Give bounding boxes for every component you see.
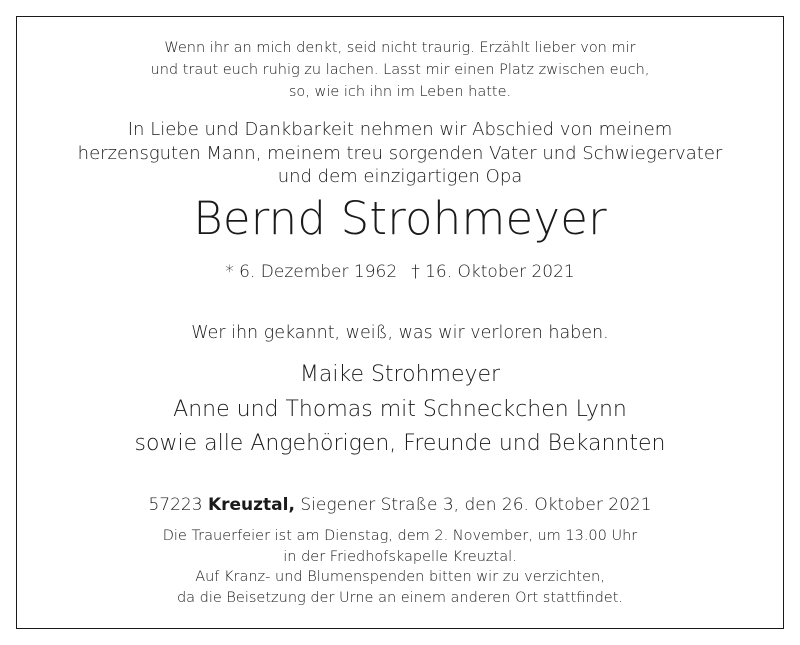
intro-line-3: und dem einzigartigen Opa <box>277 166 523 187</box>
birth-date: * 6. Dezember 1962 <box>225 262 398 282</box>
life-dates <box>0 262 800 282</box>
motto: Wer ihn gekannt, weiß, was wir verloren haben. <box>191 323 609 343</box>
death-date: † 16. Oktober 2021 <box>411 262 575 282</box>
notice-line-3: Auf Kranz- und Blumenspenden bitten wir zu verzichten, <box>195 569 605 585</box>
mourner-line-1: Maike Strohmeyer <box>299 362 501 387</box>
address-line <box>0 495 800 515</box>
address-rest: Siegener Straße 3, den 26. Oktober 2021 <box>300 495 652 515</box>
poem-line-1: Wenn ihr an mich denkt, seid nicht traurig. Erzählt lieber von mir <box>164 40 636 56</box>
deceased-name: Bernd Strohmeyer <box>193 192 607 245</box>
address-town: Kreuztal, <box>207 495 295 515</box>
poem-line-3: so, wie ich ihn im Leben hatte. <box>288 84 512 100</box>
intro-line-1: In Liebe und Dankbarkeit nehmen wir Abschied von meinem <box>127 119 673 140</box>
intro-line-2: herzensguten Mann, meinem treu sorgenden Vater und Schwiegervater <box>77 143 723 164</box>
address-postcode: 57223 <box>148 495 203 515</box>
poem-line-2: und traut euch ruhig zu lachen. Lasst mir einen Platz zwischen euch, <box>150 62 650 78</box>
mourner-line-2: Anne und Thomas mit Schneckchen Lynn <box>173 397 627 422</box>
notice-line-1: Die Trauerfeier ist am Dienstag, dem 2. November, um 13.00 Uhr <box>162 528 638 544</box>
notice-line-2: in der Friedhofskapelle Kreuztal. <box>283 549 517 565</box>
notice-line-4: da die Beisetzung der Urne an einem anderen Ort stattfindet. <box>176 590 624 606</box>
mourner-line-3: sowie alle Angehörigen, Freunde und Bekannten <box>134 431 666 456</box>
